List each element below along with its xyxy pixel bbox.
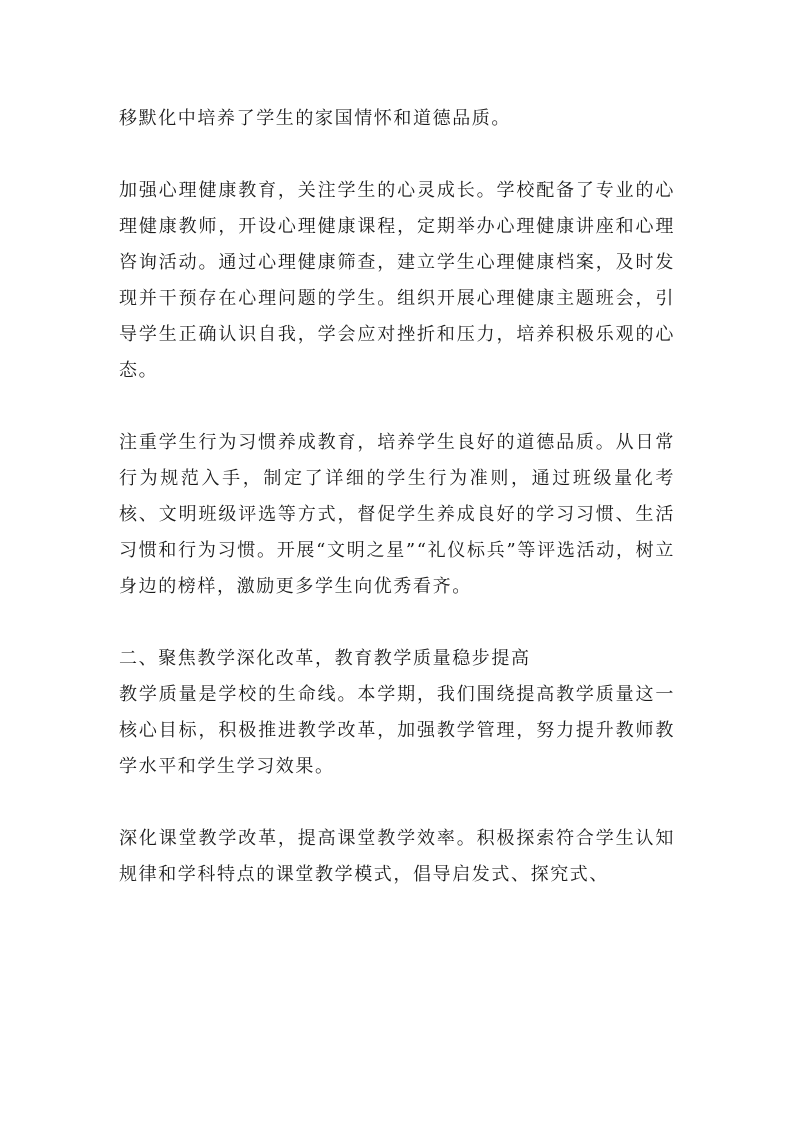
document-body bbox=[119, 101, 675, 929]
section-intro-paragraph: 教学质量是学校的生命线。本学期，我们围绕提高教学质量这一核心目标，积极推进教学改革，加强教学管理，努力提升教师教学水平和学生学习效果。 bbox=[119, 684, 675, 777]
paragraph-mental-health: 加强心理健康教育，关注学生的心灵成长。学校配备了专业的心理健康教师，开设心理健康课程，定期举办心理健康讲座和心理咨询活动。通过心理健康筛查，建立学生心理健康档案，及时发现并干预存在心理问题的学生。组织开展心理健康主题班会，引导学生正确认识自我，学会应对挫折和压力，培养积极乐观的心态。 bbox=[119, 180, 675, 381]
paragraph-behavior-habits: 注重学生行为习惯养成教育，培养学生良好的道德品质。从日常行为规范入手，制定了详细的学生行为准则，通过班级量化考核、文明班级评选等方式，督促学生养成良好的学习习惯、生活习惯和行为习惯。开展“文明之星”“礼仪标兵”等评选活动，树立身边的榜样，激励更多学生向优秀看齐。 bbox=[119, 432, 675, 597]
paragraph-continued: 移默化中培养了学生的家国情怀和道德品质。 bbox=[119, 108, 511, 129]
section-heading: 二、聚焦教学深化改革，教育教学质量稳步提高 bbox=[119, 648, 531, 669]
paragraph-classroom-reform: 深化课堂教学改革，提高课堂教学效率。积极探索符合学生认知规律和学科特点的课堂教学模式，倡导启发式、探究式、 bbox=[119, 828, 675, 885]
